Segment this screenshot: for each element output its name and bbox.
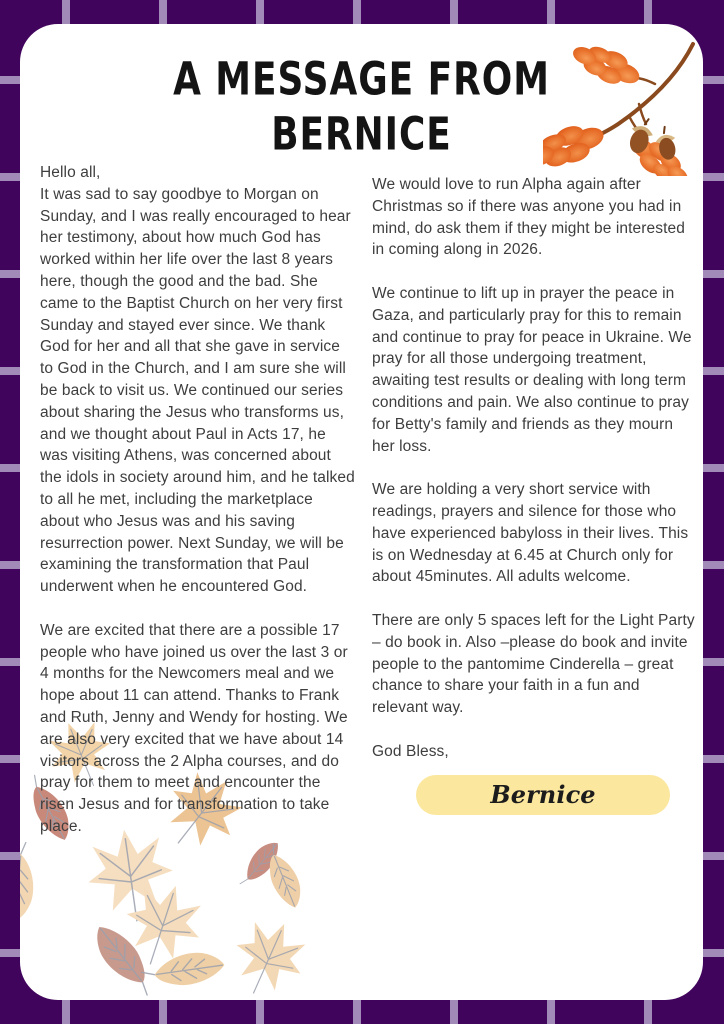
page-title-line1: A MESSAGE FROM	[173, 53, 550, 106]
paragraph-newcomers-alpha: We are excited that there are a possible 17 people who have joined us over the last 3 or 4 months for the Newcomers meal and we hope about 11 can attend. Thanks to Frank and Ruth, Jenny and Wendy for hosting. We are also very excited that we have about 14 visitors across the 2 Alpha courses, and do pray for them to meet and encounter the risen Jesus and for transformation to take place.	[40, 621, 348, 835]
letter-card	[20, 24, 703, 1000]
letter-column-right	[372, 174, 696, 815]
paragraph-light-party-pantomime: There are only 5 spaces left for the Light Party – do book in. Also –please do book and invite people to the pantomime Cinderella – great chance to share your faith in a fun and relevant way.	[372, 611, 695, 717]
paragraph-alpha-2026: We would love to run Alpha again after Christmas so if there was anyone you had in mind, do ask them if they might be interested in coming along in 2026.	[372, 176, 685, 259]
paragraph-prayers: We continue to lift up in prayer the peace in Gaza, and particularly pray for this to remain and continue to pray for peace in Ukraine. We pray for all those undergoing treatment, awaiting test results or dealing with long term conditions and pain. We also continue to pray for Betty's family and friends as they mourn her loss.	[372, 284, 692, 455]
closing-text: God Bless,	[372, 742, 449, 760]
paragraph-morgan-farewell: It was sad to say goodbye to Morgan on Sunday, and I was really encouraged to hear her testimony, about how much God has worked within her life over the last 8 years here, though the good and the bad. She came to the Baptist Church on her very first Sunday and stayed ever since. We thank God for her and all that she gave in service to God in the Church, and I am sure she will be back to visit us. We continued our series about sharing the Jesus who transforms us, and we thought about Paul in Acts 17, he was visiting Athens, was concerned about the idols in society around him, and he talked to all he met, including the marketplace about who Jesus was and his saving resurrection power. Next Sunday, we will be examining the transformation that Paul underwent when he encountered God.	[40, 185, 355, 596]
signature-name: Bernice	[490, 779, 596, 809]
paragraph-babyloss-service: We are holding a very short service with readings, prayers and silence for those who have experienced babyloss in their lives. This is on Wednesday at 6.45 at Church only for about 45minutes. All adults welcome.	[372, 481, 689, 586]
page-title-line2: BERNICE	[271, 108, 452, 161]
letter-column-left	[40, 162, 356, 860]
greeting-text: Hello all,	[40, 164, 101, 181]
oak-branch-acorns-icon	[543, 38, 701, 176]
signature-badge	[416, 775, 670, 815]
